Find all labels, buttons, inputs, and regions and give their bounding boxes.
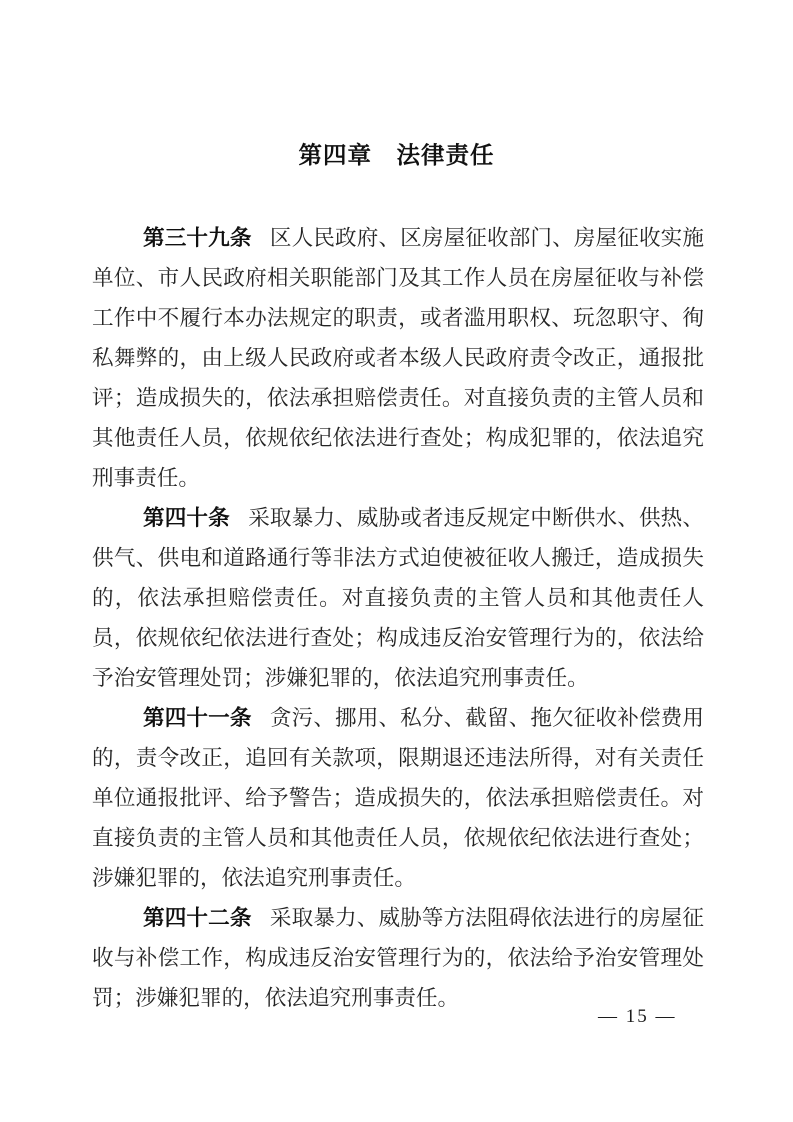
article-text: 贪污、挪用、私分、截留、拖欠征收补偿费用的，责令改正，追回有关款项，限期退还违法所得，对有关责任单位通报批评、给予警告；造成损失的，依法承担赔偿责任。对直接负责的主管人员和其他责任人员，依规依纪依法进行查处；涉嫌犯罪的，依法追究刑事责任。 [92,706,704,890]
document-body [92,218,704,1018]
article-paragraph [92,698,704,898]
article-number: 第四十一条 [143,705,252,730]
article-number: 第三十九条 [143,225,252,250]
article-paragraph [92,898,704,1018]
page-number: — 15 — [598,1006,677,1027]
chapter-title: 第四章 法律责任 [298,142,495,168]
article-paragraph [92,218,704,498]
article-text: 区人民政府、区房屋征收部门、房屋征收实施单位、市人民政府相关职能部门及其工作人员在房屋征收与补偿工作中不履行本办法规定的职责，或者滥用职权、玩忽职守、徇私舞弊的，由上级人民政府或者本级人民政府责令改正，通报批评；造成损失的，依法承担赔偿责任。对直接负责的主管人员和其他责任人员，依规依纪依法进行查处；构成犯罪的，依法追究刑事责任。 [92,226,704,490]
article-text: 采取暴力、威胁等方法阻碍依法进行的房屋征收与补偿工作，构成违反治安管理行为的，依法给予治安管理处罚；涉嫌犯罪的，依法追究刑事责任。 [92,906,704,1010]
article-number: 第四十条 [143,505,230,530]
article-text: 采取暴力、威胁或者违反规定中断供水、供热、供气、供电和道路通行等非法方式迫使被征收人搬迁，造成损失的，依法承担赔偿责任。对直接负责的主管人员和其他责任人员，依规依纪依法进行查处；构成违反治安管理行为的，依法给予治安管理处罚；涉嫌犯罪的，依法追究刑事责任。 [92,506,704,690]
article-paragraph [92,498,704,698]
article-number: 第四十二条 [143,905,252,930]
